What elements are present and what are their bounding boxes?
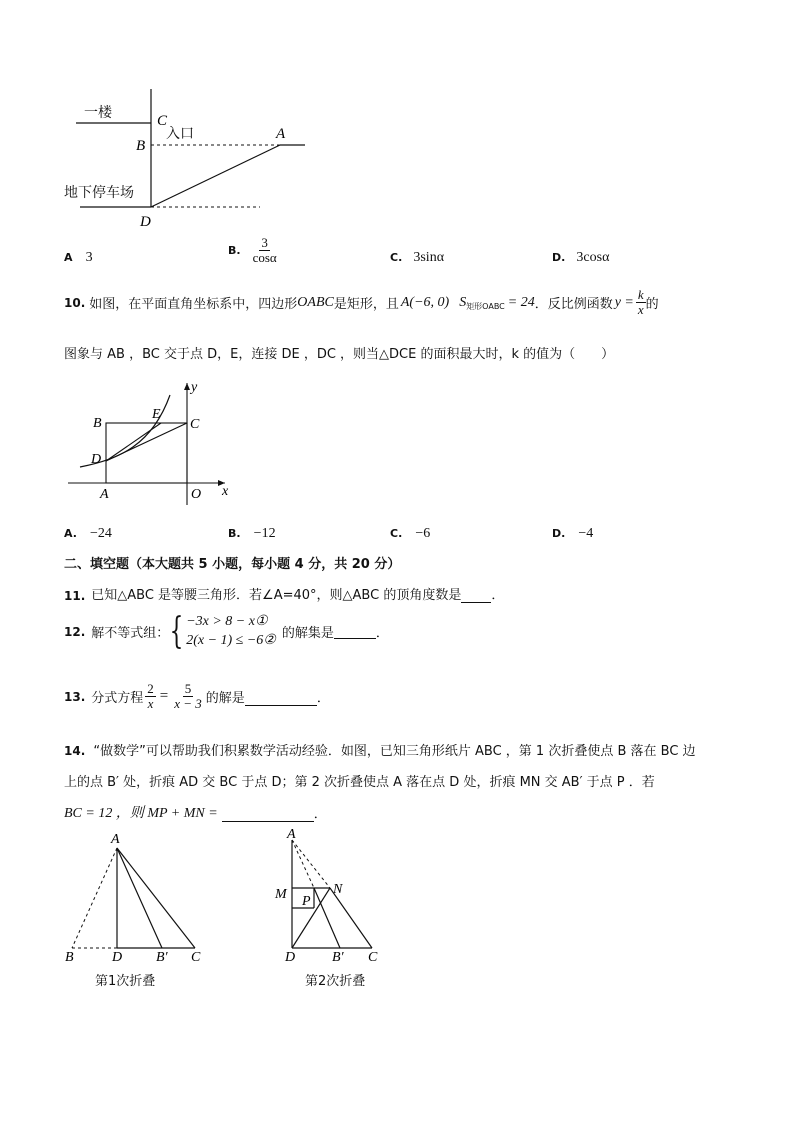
q11-answer-blank[interactable] [461,590,491,603]
coordinate-diagram [60,375,240,510]
fold2-A-label: A [287,828,296,842]
fold1-C-label: C [191,950,201,963]
fold1-D-label: D [112,950,123,963]
point-A-label: A [276,126,286,142]
figure-q10 [60,375,240,510]
q12-inequality-system: −3x > 8 − x① 2(x − 1) ≤ −6② [186,614,276,648]
point-B-label: B [136,138,146,154]
q10-option-a[interactable]: A. −24 [64,526,112,541]
q10-line2: 图象与 AB ，BC 交于点 D，E，连接 DE ，DC ，则当△DCE 的面积最大时，k 的值为（ ） [64,347,615,362]
q13-fraction-right: $\frac{5}{x - 3}$ [174,681,202,712]
fold2-N-label: N [333,882,343,897]
q14-line3: BC = 12 ，则 MP + MN = ． [64,806,327,822]
point-E-label: E [152,407,161,422]
fold2-caption: 第2次折叠 [305,974,366,989]
fold2-Bprime-label: B′ [332,950,344,963]
y-axis-label: y [191,380,198,395]
fold2-M-label: M [275,887,287,902]
q13-fraction-left: $\frac{2}{x}$ [147,681,154,712]
point-C-label: C [157,113,168,129]
figure-q14-fold2 [270,828,390,963]
fold1-B-label: B [65,950,74,963]
entrance-label: 入口 [166,126,194,142]
x-axis-label: x [222,484,229,499]
q14-line1: 14. “做数学”可以帮助我们积累数学活动经验．如图，已知三角形纸片 ABC ，第 1 次折叠使点 B 落在 BC 边 [64,744,696,759]
q10-option-c[interactable]: C. −6 [390,526,431,541]
fold1-Bprime-label: B′ [156,950,168,963]
fold2-diagram [270,828,390,963]
origin-O-label: O [191,487,202,502]
section-fill-in-blank-heading: 二、填空题（本大题共 5 小题，每小题 4 分，共 20 分） [64,557,401,572]
point-B-label: B [93,416,102,431]
q10-option-b[interactable]: B. −12 [228,526,276,541]
fold1-diagram [60,828,210,963]
q10-line1: 10. 如图，在平面直角坐标系中，四边形 OABC 是矩形，且 A(−6, 0) S 矩形OABC = 24 ．反比例函数 y = $\frac{k}{x}$ 的 [64,287,659,318]
q13-answer-blank[interactable] [245,691,317,706]
q10-option-d[interactable]: D. −4 [552,526,594,541]
q14-line2: 上的点 B′ 处，折痕 AD 交 BC 于点 D；第 2 次折叠使点 A 落在点 D 处，折痕 MN 交 AB′ 于点 P ．若 [64,775,655,790]
fold1-caption: 第1次折叠 [95,974,156,989]
point-A-label: A [100,487,109,502]
q12-answer-blank[interactable] [334,624,376,639]
q9-option-a[interactable]: A 3 [64,250,93,265]
q11: 11. 已知△ABC 是等腰三角形．若∠A=40°，则△ABC 的顶角度数是 ． [64,588,505,603]
q12-brace: { [169,610,184,652]
parking-label: 地下停车场 [64,185,134,201]
fold1-A-label: A [111,832,120,847]
q9-option-d[interactable]: D. 3cosα [552,250,610,265]
point-D-label: D [140,214,151,230]
fold2-C-label: C [368,950,378,963]
q9-option-c[interactable]: C. 3sinα [390,250,445,265]
figure-q9 [60,85,320,230]
q14-answer-blank[interactable] [222,809,314,822]
q10-function-fraction: $\frac{k}{x}$ [637,287,644,318]
floor-label: 一楼 [84,105,112,121]
fold2-D-label: D [285,950,296,963]
point-D-label: D [91,452,102,467]
point-C-label: C [190,417,200,432]
figure-q14-fold1 [60,828,210,963]
q13: 13. 分式方程 $\frac{2}{x}$ = $\frac{5}{x - 3}$ 的解是 ． [64,681,330,712]
q12: 12. 解不等式组： { −3x > 8 − x① 2(x − 1) ≤ −6② 的解集是 ． [64,610,389,652]
q9-option-b-fraction: $\frac{3}{\cos\alpha}$ [252,235,277,266]
fold2-P-label: P [302,894,311,909]
q9-option-b[interactable]: B. $\frac{3}{\cos\alpha}$ [228,235,277,266]
